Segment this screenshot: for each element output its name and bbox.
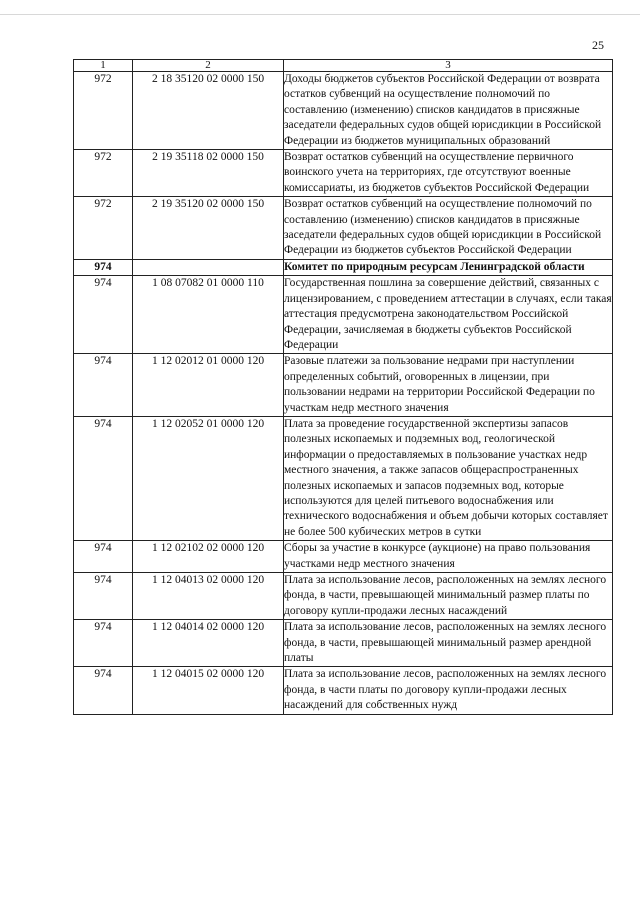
- table-row: [74, 667, 613, 714]
- income-name-cell: Возврат остатков субвенций на осуществление полномочий по составлению (изменению) списков кандидатов в присяжные заседатели федеральных судов общей юрисдикции в Российской Федерации из бюджетов субъектов Российской Федерации: [284, 197, 613, 260]
- admin-code-cell: 974: [74, 276, 133, 354]
- column-header-1: 1: [74, 60, 133, 72]
- budget-code-cell: 1 12 04013 02 0000 120: [133, 573, 284, 620]
- admin-code-cell: 974: [74, 541, 133, 573]
- income-name-cell: Возврат остатков субвенций на осуществление первичного воинского учета на территориях, где отсутствуют военные комиссариаты, из бюджетов субъектов Российской Федерации: [284, 150, 613, 197]
- table-header: [74, 60, 613, 72]
- budget-code-cell: 1 12 02012 01 0000 120: [133, 354, 284, 417]
- table-row: [74, 197, 613, 260]
- income-name-cell: Плата за использование лесов, расположенных на землях лесного фонда, в части платы по договору купли-продажи лесных насаждений для собственных нужд: [284, 667, 613, 714]
- table-body: [74, 72, 613, 715]
- income-name-cell: Плата за использование лесов, расположенных на землях лесного фонда, в части, превышающей минимальный размер платы по договору купли-продажи лесных насаждений: [284, 573, 613, 620]
- table-row: [74, 416, 613, 540]
- column-header-3: 3: [284, 60, 613, 72]
- budget-code-cell: 1 12 02052 01 0000 120: [133, 416, 284, 540]
- budget-code-cell: 1 08 07082 01 0000 110: [133, 276, 284, 354]
- admin-code-cell: 972: [74, 197, 133, 260]
- admin-code-cell: 972: [74, 72, 133, 150]
- income-name-cell: Доходы бюджетов субъектов Российской Федерации от возврата остатков субвенций на осуществление полномочий по составлению (изменению) списков кандидатов в присяжные заседатели федеральных судов общей юрисдикции в Российской Федерации из бюджетов муниципальных образований: [284, 72, 613, 150]
- income-name-cell: Сборы за участие в конкурсе (аукционе) на право пользования участками недр местного значения: [284, 541, 613, 573]
- table-row: [74, 72, 613, 150]
- budget-code-cell: 2 19 35120 02 0000 150: [133, 197, 284, 260]
- column-header-2: 2: [133, 60, 284, 72]
- table-row: [74, 354, 613, 417]
- income-name-cell: Разовые платежи за пользование недрами при наступлении определенных событий, оговоренных в лицензии, при пользовании недрами на территории Российской Федерации по участкам недр местного значения: [284, 354, 613, 417]
- income-name-cell: Государственная пошлина за совершение действий, связанных с лицензированием, с проведением аттестации в случаях, если такая аттестация предусмотрена законодательством Российской Федерации, зачисляемая в бюджеты субъектов Российской Федерации: [284, 276, 613, 354]
- budget-code-cell: 1 12 04015 02 0000 120: [133, 667, 284, 714]
- administrator-header-row: [74, 259, 613, 275]
- administrator-name-cell: Комитет по природным ресурсам Ленинградской области: [284, 259, 613, 275]
- table-row: [74, 276, 613, 354]
- table-row: [74, 541, 613, 573]
- budget-code-cell: 2 19 35118 02 0000 150: [133, 150, 284, 197]
- admin-code-cell: 974: [74, 259, 133, 275]
- budget-code-cell: 1 12 04014 02 0000 120: [133, 620, 284, 667]
- admin-code-cell: 974: [74, 620, 133, 667]
- page-number: 25: [592, 38, 604, 52]
- table-row: [74, 620, 613, 667]
- admin-code-cell: 974: [74, 573, 133, 620]
- top-rule: [0, 14, 640, 15]
- income-name-cell: Плата за использование лесов, расположенных на землях лесного фонда, в части, превышающей минимальный размер арендной платы: [284, 620, 613, 667]
- budget-codes-table: [73, 59, 613, 715]
- table-row: [74, 150, 613, 197]
- income-name-cell: Плата за проведение государственной экспертизы запасов полезных ископаемых и подземных вод, геологической информации о предоставляемых в пользование участках недр местного значения, а также запасов общераспространенных полезных ископаемых и запасов подземных вод, которые используются для целей питьевого водоснабжения или технического водоснабжения и объем добычи которых составляет не более 500 кубических метров в сутки: [284, 416, 613, 540]
- table-row: [74, 573, 613, 620]
- budget-code-cell: [133, 259, 284, 275]
- admin-code-cell: 974: [74, 667, 133, 714]
- budget-code-cell: 1 12 02102 02 0000 120: [133, 541, 284, 573]
- admin-code-cell: 974: [74, 416, 133, 540]
- budget-code-cell: 2 18 35120 02 0000 150: [133, 72, 284, 150]
- admin-code-cell: 974: [74, 354, 133, 417]
- admin-code-cell: 972: [74, 150, 133, 197]
